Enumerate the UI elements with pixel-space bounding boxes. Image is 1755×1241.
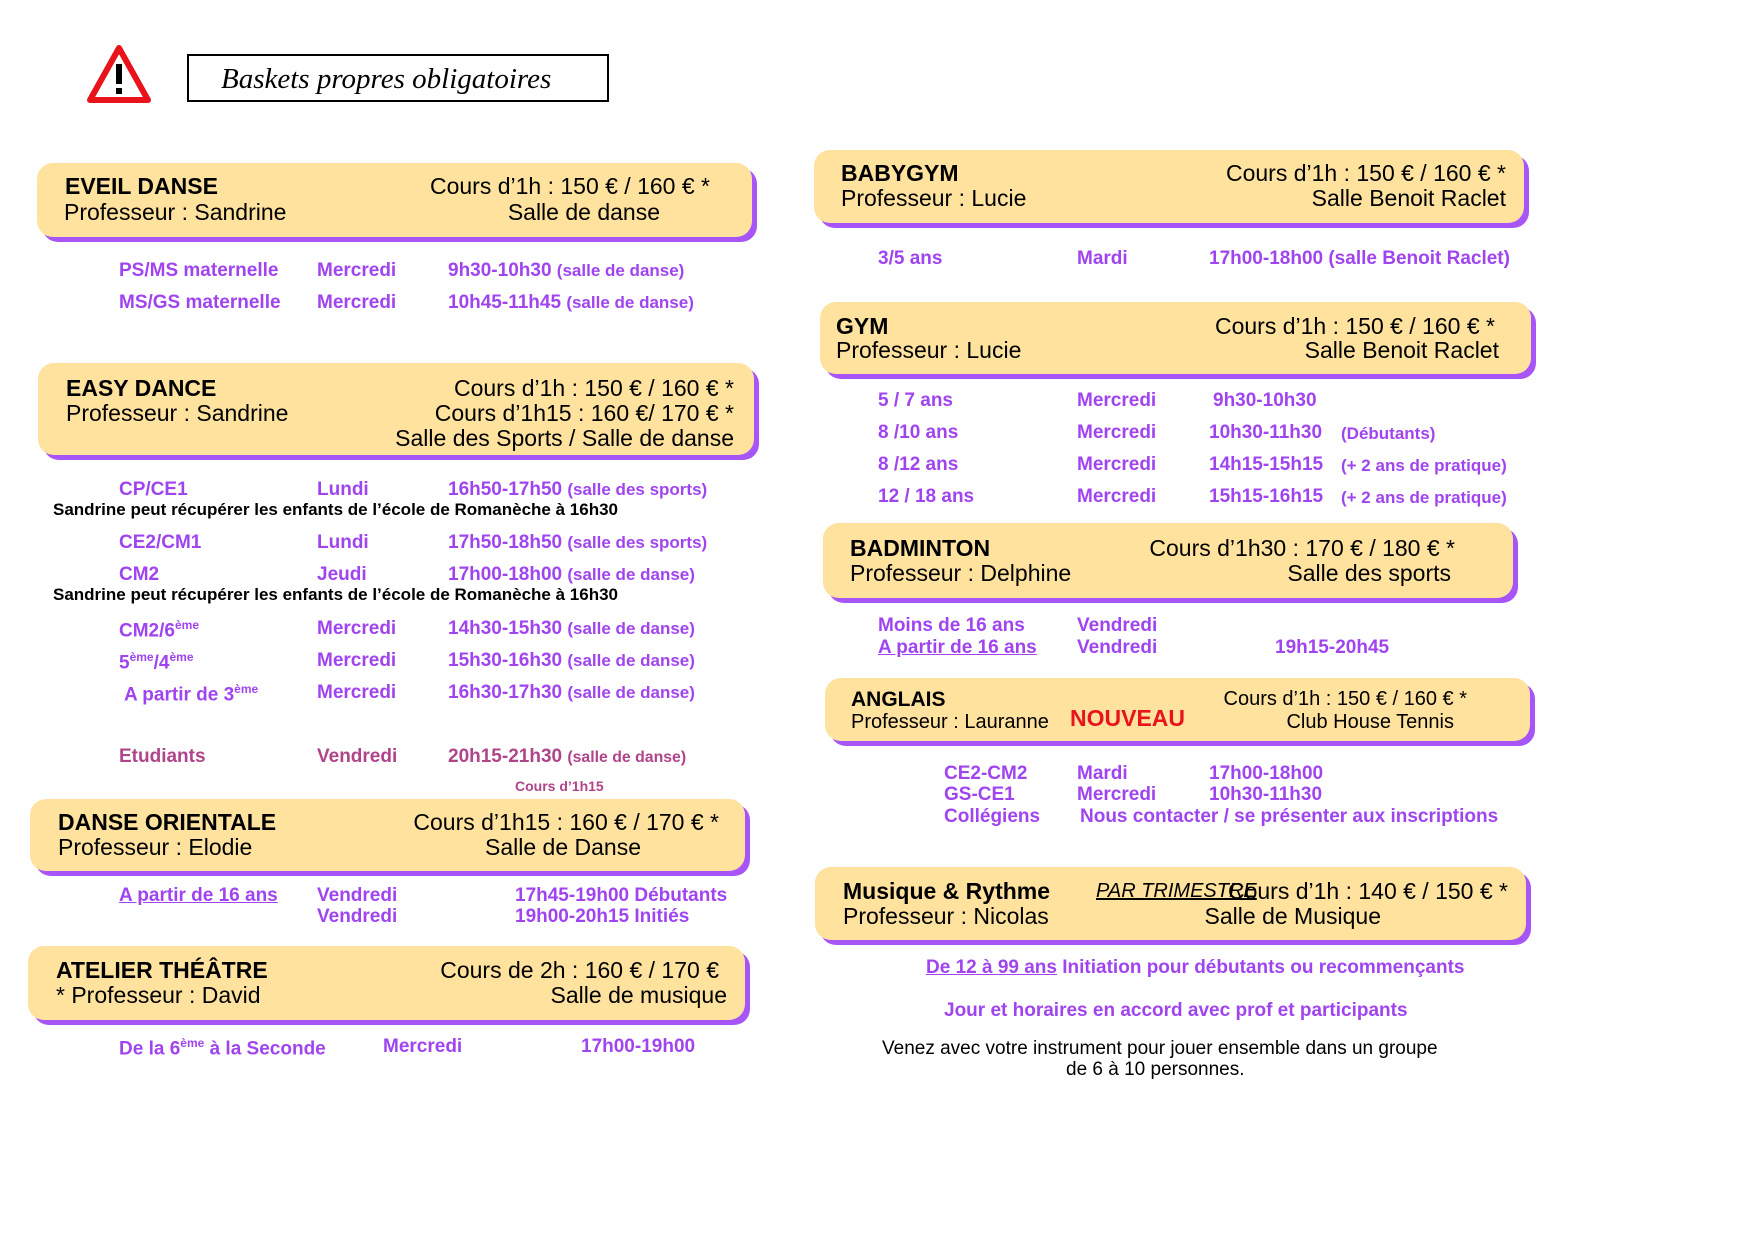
gym-prof: Professeur : Lucie (836, 337, 1022, 363)
easy-price-1h: Cours d’1h : 150 € / 160 € * (453, 375, 734, 401)
anglais-group: CE2-CM2 (944, 763, 1028, 784)
gym-price: Cours d’1h : 150 € / 160 € * (1214, 313, 1495, 339)
theatre-room: Salle de musique (550, 982, 727, 1008)
eveil-time: 9h30-10h30 (salle de danse) (448, 260, 685, 281)
easy-title: EASY DANCE (66, 375, 217, 401)
gym-time: 14h15-15h15 (1209, 454, 1324, 475)
orientale-prof: Professeur : Elodie (58, 834, 253, 860)
gym-time: 10h30-11h30 (1209, 422, 1323, 443)
danse-orientale-card (30, 799, 745, 871)
duration-note: Cours d’1h15 (515, 778, 604, 794)
badminton-price: Cours d’1h30 : 170 € / 180 € * (1149, 535, 1455, 561)
badminton-time: 19h15-20h45 (1275, 637, 1390, 658)
pickup-note: Sandrine peut récupérer les enfants de l’école de Romanèche à 16h30 (53, 585, 618, 604)
musique-title: Musique & Rythme (843, 878, 1051, 904)
eveil-day: Mercredi (317, 260, 397, 281)
anglais-card (825, 678, 1530, 741)
eveil-danse-card (37, 163, 752, 237)
gym-title: GYM (836, 313, 889, 339)
orientale-time: 19h00-20h15 Initiés (515, 906, 690, 927)
gym-group: 8 /10 ans (878, 422, 959, 443)
easy-time: 20h15-21h30 (salle de danse) (448, 746, 687, 767)
gym-group: 8 /12 ans (878, 454, 959, 475)
eveil-group: PS/MS maternelle (119, 260, 279, 281)
gym-group: 12 / 18 ans (878, 486, 975, 507)
gym-note: (+ 2 ans de pratique) (1341, 488, 1507, 507)
easy-day: Mercredi (317, 618, 397, 639)
musique-period: PAR TRIMESTRE (1096, 880, 1257, 902)
easy-group: A partir de 3ème (124, 682, 259, 706)
musique-card (815, 867, 1526, 940)
easy-day: Lundi (317, 479, 369, 500)
musique-prof: Professeur : Nicolas (843, 903, 1049, 929)
badminton-day: Vendredi (1077, 637, 1158, 658)
easy-room: Salle des Sports / Salle de danse (395, 425, 734, 451)
easy-dance-card (38, 363, 754, 455)
anglais-group: Collégiens (944, 806, 1041, 827)
badminton-title: BADMINTON (850, 535, 991, 561)
musique-room: Salle de Musique (1204, 903, 1381, 929)
anglais-price: Cours d’1h : 150 € / 160 € * (1223, 688, 1467, 710)
anglais-time: 10h30-11h30 (1209, 784, 1323, 805)
theatre-price: Cours de 2h : 160 € / 170 € (440, 957, 719, 983)
theatre-time: 17h00-19h00 (581, 1036, 696, 1057)
anglais-time: 17h00-18h00 (1209, 763, 1324, 784)
theatre-title: ATELIER THÉÂTRE (56, 957, 268, 983)
easy-price-1h15: Cours d’1h15 : 160 €/ 170 € * (434, 400, 734, 426)
eveil-room: Salle de danse (507, 199, 660, 225)
musique-info-1: Venez avec votre instrument pour jouer ensemble dans un groupe (882, 1038, 1438, 1059)
badminton-room: Salle des sports (1287, 560, 1451, 586)
gym-card (820, 302, 1531, 374)
warning-text: Baskets propres obligatoires (221, 63, 552, 95)
atelier-theatre-card (28, 946, 745, 1020)
babygym-group: 3/5 ans (878, 248, 943, 269)
easy-day: Lundi (317, 532, 369, 553)
warning-banner (187, 54, 609, 102)
gym-note: (+ 2 ans de pratique) (1341, 456, 1507, 475)
theatre-prof: * Professeur : David (56, 982, 261, 1008)
anglais-room: Club House Tennis (1286, 711, 1454, 733)
eveil-time: 10h45-11h45 (salle de danse) (448, 292, 694, 313)
easy-time: 17h00-18h00 (salle de danse) (448, 564, 695, 585)
nouveau-badge: NOUVEAU (1070, 705, 1186, 731)
warning-icon (86, 44, 152, 104)
orientale-title: DANSE ORIENTALE (58, 809, 277, 835)
badminton-card (823, 523, 1513, 598)
theatre-day: Mercredi (383, 1036, 463, 1057)
orientale-price: Cours d’1h15 : 160 € / 170 € * (413, 809, 719, 835)
eveil-title: EVEIL DANSE (65, 173, 218, 199)
babygym-price: Cours d’1h : 150 € / 160 € * (1225, 160, 1506, 186)
badminton-prof: Professeur : Delphine (850, 560, 1072, 586)
musique-age-line: De 12 à 99 ans Initiation pour débutants ou recommençants (926, 957, 1465, 978)
anglais-contact: Nous contacter / se présenter aux inscriptions (1080, 806, 1499, 827)
easy-time: 14h30-15h30 (salle de danse) (448, 618, 695, 639)
babygym-room: Salle Benoit Raclet (1311, 185, 1506, 211)
eveil-price: Cours d’1h : 150 € / 160 € * (429, 173, 710, 199)
easy-day: Vendredi (317, 746, 398, 767)
orientale-time: 17h45-19h00 Débutants (515, 885, 728, 906)
anglais-day: Mercredi (1077, 784, 1157, 805)
orientale-day: Vendredi (317, 885, 398, 906)
easy-time: 16h30-17h30 (salle de danse) (448, 682, 695, 703)
gym-time: 9h30-10h30 (1213, 390, 1317, 411)
babygym-prof: Professeur : Lucie (841, 185, 1027, 211)
easy-time: 17h50-18h50 (salle des sports) (448, 532, 708, 553)
badminton-group: Moins de 16 ans (878, 615, 1025, 636)
easy-time: 15h30-16h30 (salle de danse) (448, 650, 695, 671)
easy-group: CE2/CM1 (119, 532, 202, 553)
easy-group: CM2/6ème (119, 618, 199, 642)
anglais-day: Mardi (1077, 763, 1128, 784)
badminton-day: Vendredi (1077, 615, 1158, 636)
musique-price: Cours d’1h : 140 € / 150 € * (1227, 878, 1508, 904)
babygym-card (814, 150, 1524, 223)
easy-day: Mercredi (317, 682, 397, 703)
anglais-prof: Professeur : Lauranne (851, 711, 1049, 733)
gym-time: 15h15-16h15 (1209, 486, 1324, 507)
musique-info-2: de 6 à 10 personnes. (1066, 1059, 1245, 1080)
easy-group: CM2 (119, 564, 160, 585)
anglais-group: GS-CE1 (944, 784, 1015, 805)
orientale-room: Salle de Danse (485, 834, 641, 860)
easy-group: 5ème/4ème (119, 650, 194, 674)
babygym-title: BABYGYM (841, 160, 959, 186)
gym-room: Salle Benoit Raclet (1304, 337, 1499, 363)
pickup-note: Sandrine peut récupérer les enfants de l’école de Romanèche à 16h30 (53, 500, 618, 519)
gym-day: Mercredi (1077, 486, 1157, 507)
easy-group: Etudiants (119, 746, 206, 767)
easy-day: Mercredi (317, 650, 397, 671)
eveil-group: MS/GS maternelle (119, 292, 281, 313)
easy-time: 16h50-17h50 (salle des sports) (448, 479, 708, 500)
easy-day: Jeudi (317, 564, 367, 585)
musique-schedule: Jour et horaires en accord avec prof et participants (944, 1000, 1408, 1021)
easy-prof: Professeur : Sandrine (66, 400, 289, 426)
badminton-group: A partir de 16 ans (878, 637, 1037, 658)
anglais-title: ANGLAIS (851, 688, 946, 711)
gym-day: Mercredi (1077, 390, 1157, 411)
gym-day: Mercredi (1077, 454, 1157, 475)
babygym-time: 17h00-18h00 (salle Benoit Raclet) (1209, 248, 1510, 269)
gym-note: (Débutants) (1341, 424, 1436, 443)
babygym-day: Mardi (1077, 248, 1128, 269)
eveil-day: Mercredi (317, 292, 397, 313)
gym-group: 5 / 7 ans (878, 390, 953, 411)
orientale-group: A partir de 16 ans (119, 885, 278, 906)
easy-group: CP/CE1 (119, 479, 188, 500)
theatre-group: De la 6ème à la Seconde (119, 1036, 326, 1060)
eveil-prof: Professeur : Sandrine (64, 199, 287, 225)
gym-day: Mercredi (1077, 422, 1157, 443)
orientale-day: Vendredi (317, 906, 398, 927)
